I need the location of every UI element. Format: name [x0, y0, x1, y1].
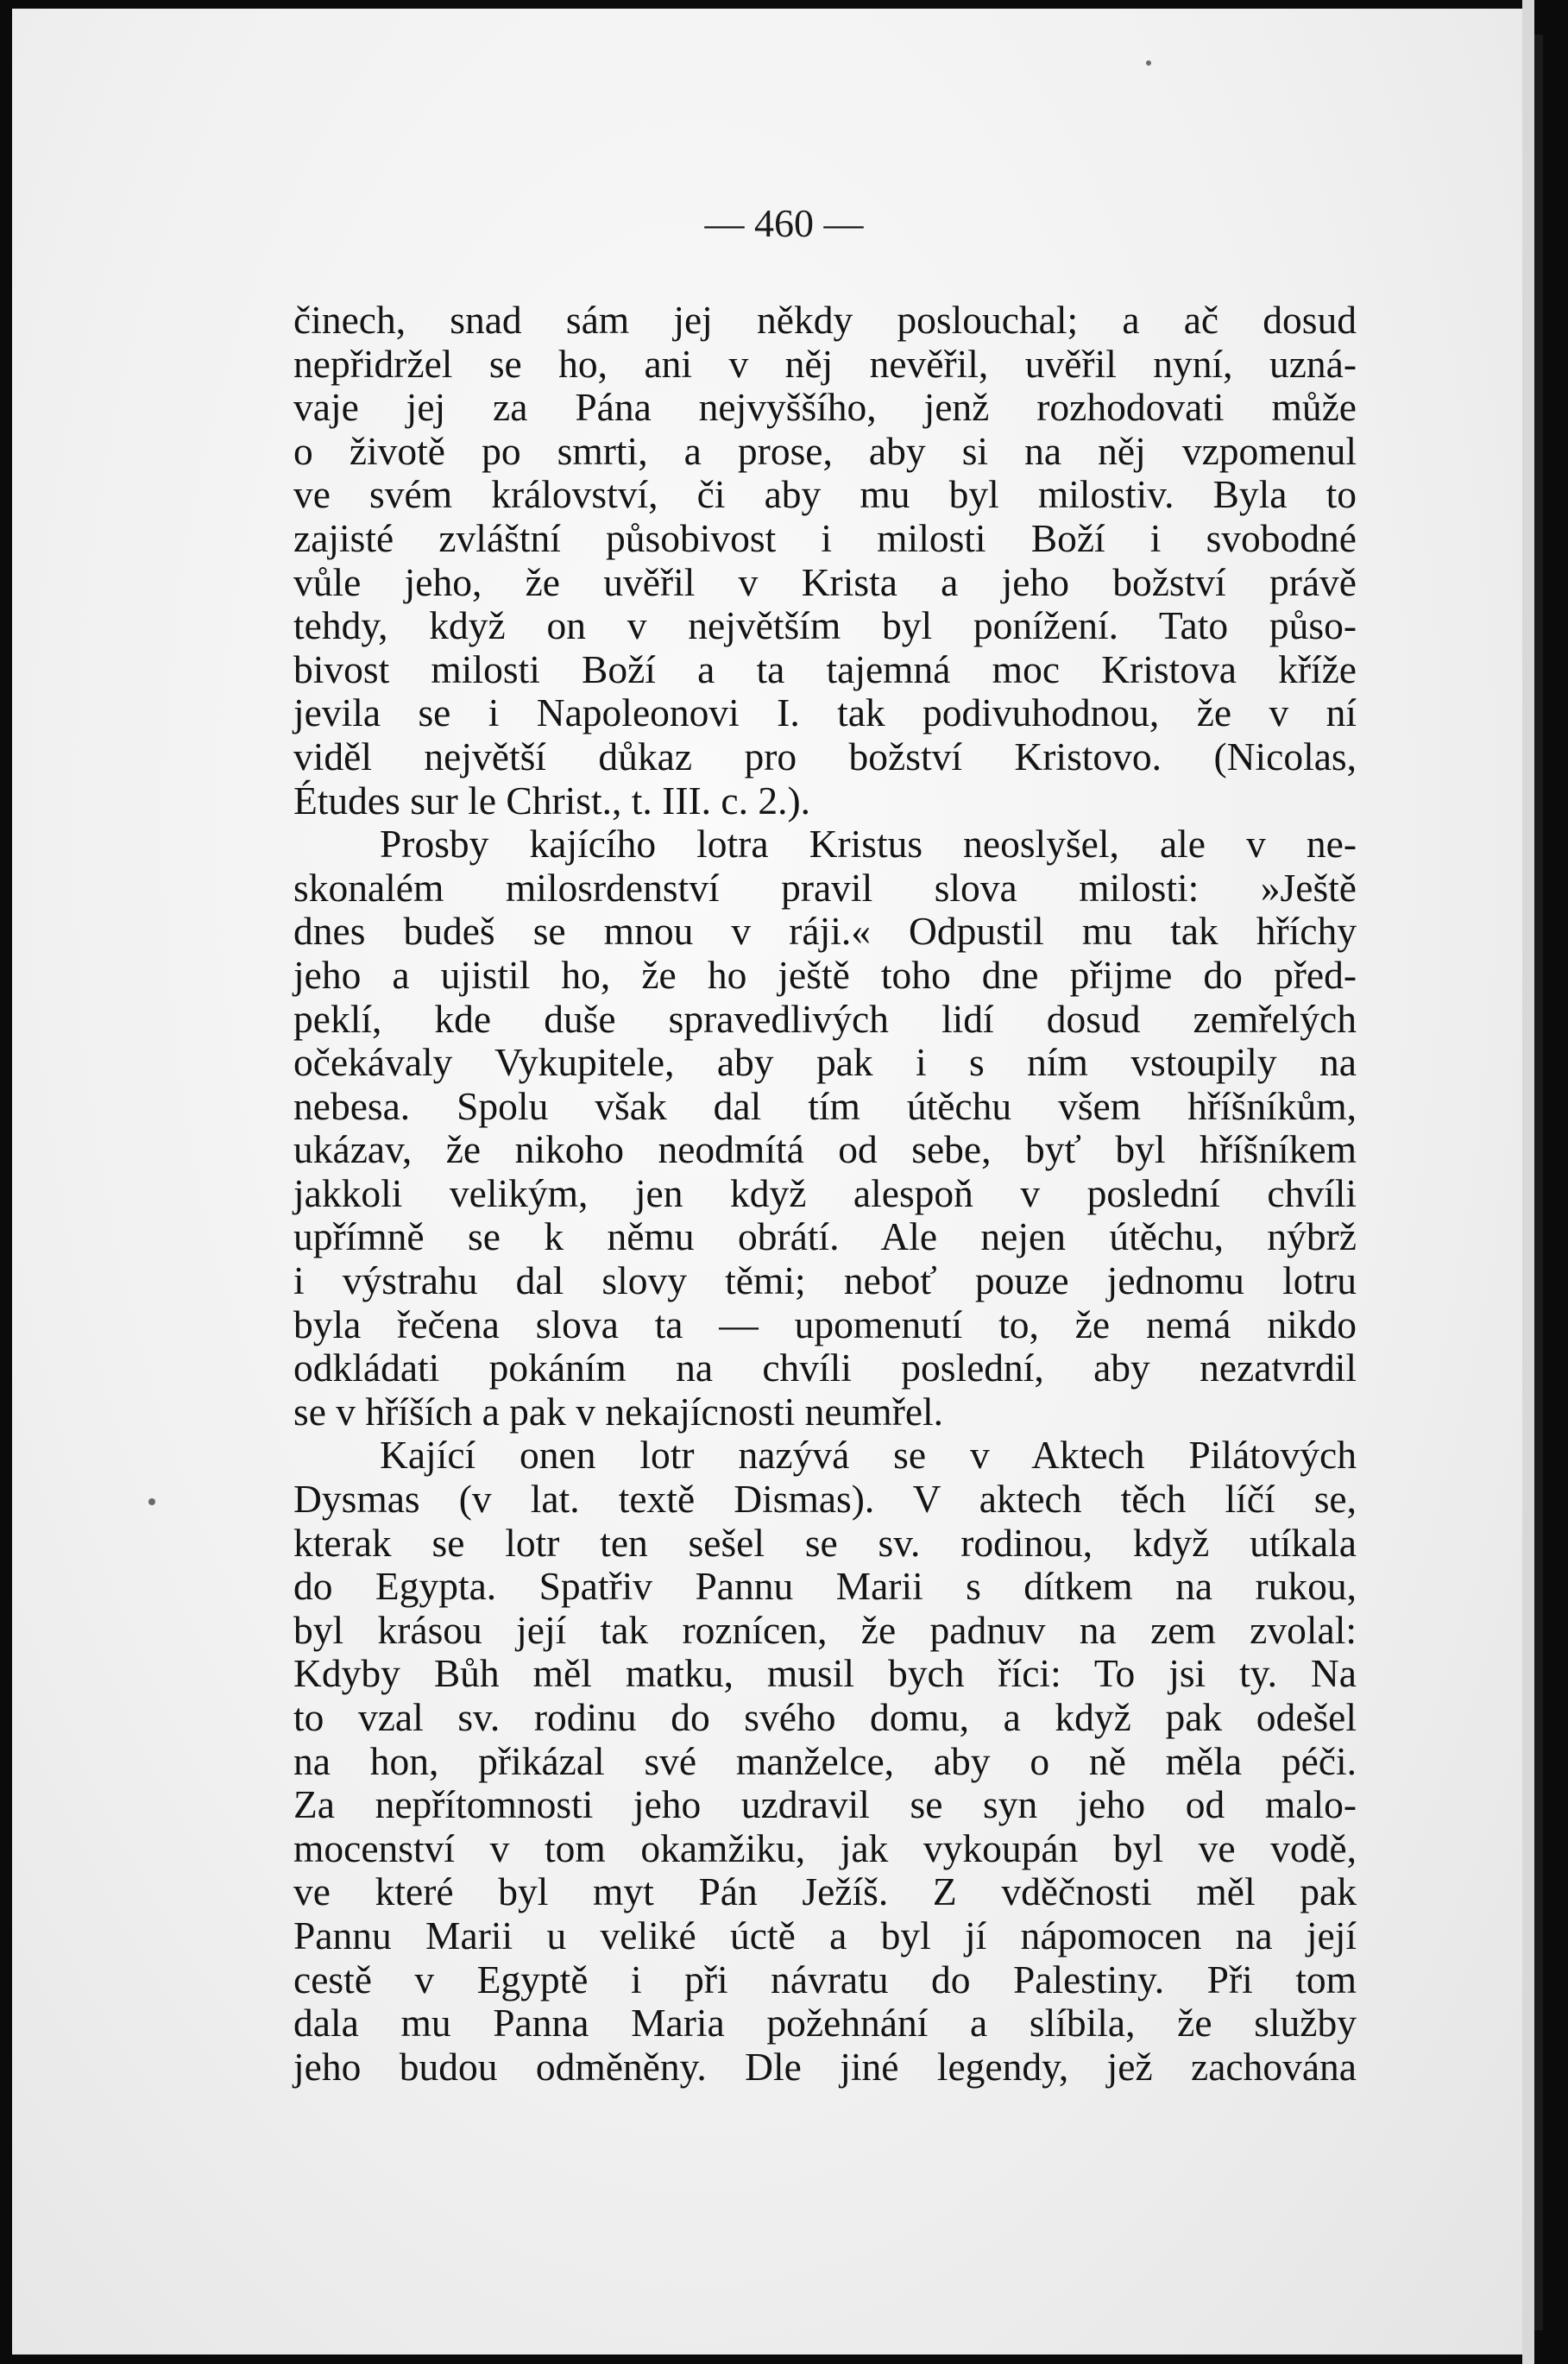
text-line: se v hříších a pak v nekajícnosti neumřel.: [293, 1389, 944, 1434]
text-line: viděl největší důkaz pro božství Kristovo. (Nicolas,: [293, 734, 1357, 779]
text-line: Kdyby Bůh měl matku, musil bych říci: To jsi ty. Na: [293, 1651, 1357, 1696]
text-line: cestě v Egyptě i při návratu do Palestiny. Při tom: [293, 1957, 1357, 2002]
text-line: jakkoli velikým, jen když alespoň v poslední chvíli: [293, 1170, 1357, 1215]
text-line: ve které byl myt Pán Ježíš. Z vděčnosti měl pak: [293, 1869, 1357, 1914]
text-line: ukázav, že nikoho neodmítá od sebe, byť byl hříšníkem: [293, 1127, 1357, 1172]
text-line: dnes budeš se mnou v ráji.« Odpustil mu tak hříchy: [293, 909, 1357, 954]
text-line: nepřidržel se ho, ani v něj nevěřil, uvěřil nyní, uzná-: [293, 341, 1357, 386]
text-line: ve svém království, či aby mu byl milostiv. Byla to: [293, 472, 1357, 517]
text-line: na hon, přikázal své manželce, aby o ně měla péči.: [293, 1738, 1357, 1783]
text-line: Dysmas (v lat. textě Dismas). V aktech těch líčí se,: [293, 1477, 1357, 1522]
text-line: jeho a ujistil ho, že ho ještě toho dne přijme do před-: [293, 952, 1357, 997]
text-line: nebesa. Spolu však dal tím útěchu všem hříšníkům,: [293, 1083, 1357, 1128]
body-text: [293, 299, 1357, 2089]
text-line: vaje jej za Pána nejvyššího, jenž rozhodovati může: [293, 385, 1357, 430]
text-line: jeho budou odměněny. Dle jiné legendy, jež zachována: [293, 2044, 1357, 2089]
text-line: odkládati pokáním na chvíli poslední, aby nezatvrdil: [293, 1346, 1357, 1390]
text-line: vůle jeho, že uvěřil v Krista a jeho božství právě: [293, 559, 1357, 604]
text-line: peklí, kde duše spravedlivých lidí dosud zemřelých: [293, 996, 1357, 1041]
text-line: dala mu Panna Maria požehnání a slíbila, že služby: [293, 2001, 1357, 2046]
text-line: Prosby kajícího lotra Kristus neoslyšel, ale v ne-: [380, 822, 1357, 867]
text-line: bivost milosti Boží a ta tajemná moc Kristova kříže: [293, 646, 1357, 691]
text-line: i výstrahu dal slovy těmi; neboť pouze jednomu lotru: [293, 1258, 1357, 1303]
text-line: o životě po smrti, a prose, aby si na něj vzpomenul: [293, 428, 1357, 473]
text-line: Kající onen lotr nazývá se v Aktech Pilátových: [380, 1433, 1357, 1478]
text-line: činech, snad sám jej někdy poslouchal; a ač dosud: [293, 298, 1357, 342]
text-line: tehdy, když on v největším byl ponížení. Tato půso-: [293, 603, 1357, 648]
text-line: byla řečena slova ta — upomenutí to, že nemá nikdo: [293, 1302, 1357, 1346]
text-line: kterak se lotr ten sešel se sv. rodinou, když utíkala: [293, 1520, 1357, 1565]
text-line: zajisté zvláštní působivost i milosti Boží i svobodné: [293, 515, 1357, 560]
page-gutter-shadow: [1522, 0, 1534, 2364]
text-line: jevila se i Napoleonovi I. tak podivuhodnou, že v ní: [293, 690, 1357, 735]
text-line: upřímně se k němu obrátí. Ale nejen útěchu, nýbrž: [293, 1214, 1357, 1259]
text-line: byl krásou její tak roznícen, že padnuv na zem zvolal:: [293, 1607, 1357, 1652]
binding-edge: [1534, 35, 1543, 2330]
text-line: to vzal sv. rodinu do svého domu, a když pak odešel: [293, 1695, 1357, 1739]
text-line: Pannu Marii u veliké úctě a byl jí nápomocen na její: [293, 1913, 1357, 1957]
text-line: očekávaly Vykupitele, aby pak i s ním vstoupily na: [293, 1040, 1357, 1085]
text-line: Études sur le Christ., t. III. c. 2.).: [293, 778, 810, 823]
page-number: — 460 —: [704, 201, 864, 245]
text-line: Za nepřítomnosti jeho uzdravil se syn jeho od malo-: [293, 1782, 1357, 1827]
text-line: mocenství v tom okamžiku, jak vykoupán byl ve vodě,: [293, 1825, 1357, 1870]
text-line: do Egypta. Spatřiv Pannu Marii s dítkem na rukou,: [293, 1564, 1357, 1609]
speck-mark: [1146, 60, 1151, 66]
text-line: skonalém milosrdenství pravil slova milosti: »Ještě: [293, 865, 1357, 910]
speck-mark: [148, 1498, 155, 1505]
